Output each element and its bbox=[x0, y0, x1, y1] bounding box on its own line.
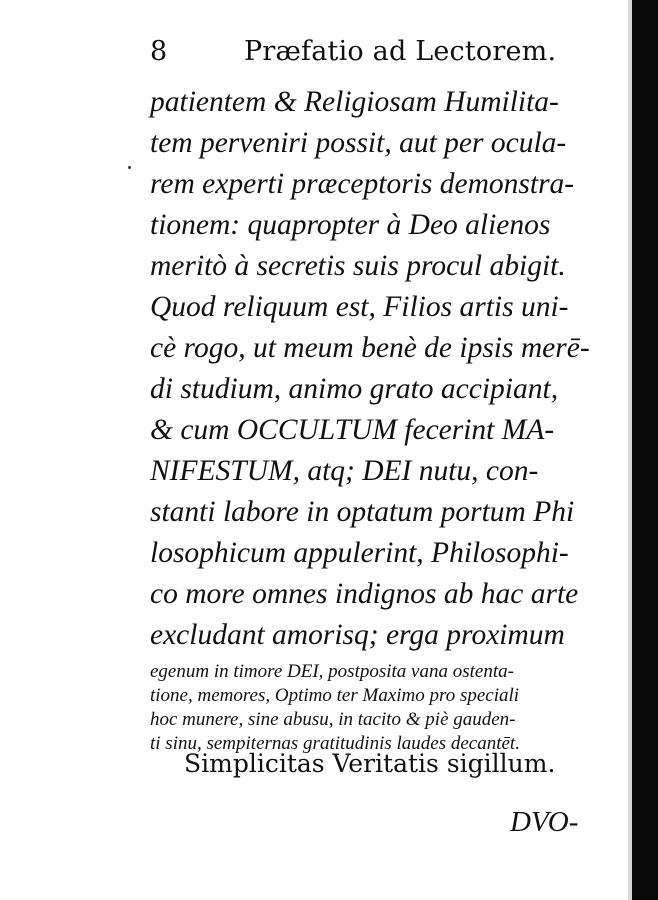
catchword: DVO- bbox=[510, 806, 579, 838]
running-title: Præfatio ad Lectorem. bbox=[244, 36, 557, 67]
page-header bbox=[150, 32, 620, 72]
page-number: 8 bbox=[150, 36, 168, 67]
text-line: patientem & Religiosam Humilita- bbox=[150, 86, 559, 118]
small-text-line: tione, memores, Optimo ter Maximo pro speciali bbox=[150, 685, 520, 706]
small-text-line: egenum in timore DEI, postposita vana ostenta- bbox=[150, 661, 514, 682]
small-text-line: ti sinu, sempiternas gratitudinis laudes decantēt. bbox=[150, 733, 520, 754]
text-line: tem perveniri possit, aut per ocula- bbox=[150, 127, 567, 159]
page-edge-shadow bbox=[632, 0, 658, 900]
text-line: stanti labore in optatum portum Phi bbox=[150, 496, 575, 528]
text-line: meritò à secretis suis procul abigit. bbox=[150, 250, 566, 282]
body-text bbox=[150, 82, 620, 756]
text-line: NIFESTUM, atq; DEI nutu, con- bbox=[150, 455, 539, 487]
text-line: tionem: quapropter à Deo alienos bbox=[150, 209, 551, 241]
text-line: co more omnes indignos ab hac arte bbox=[150, 578, 579, 610]
text-line: Quod reliquum est, Filios artis uni- bbox=[150, 291, 569, 323]
small-text-line: hoc munere, sine abusu, in tacito & piè gauden- bbox=[150, 709, 516, 730]
ink-speck bbox=[128, 166, 131, 169]
text-line: cè rogo, ut meum benè de ipsis merē- bbox=[150, 332, 590, 364]
motto: Simplicitas Veritatis sigillum. bbox=[184, 749, 556, 778]
text-line: di studium, animo grato accipiant, bbox=[150, 373, 559, 405]
text-line: rem experti præceptoris demonstra- bbox=[150, 168, 575, 200]
text-line: & cum OCCULTUM fecerint MA- bbox=[150, 414, 555, 446]
text-line: excludant amorisq; erga proximum bbox=[150, 619, 565, 651]
text-line: losophicum appulerint, Philosophi- bbox=[150, 537, 569, 569]
